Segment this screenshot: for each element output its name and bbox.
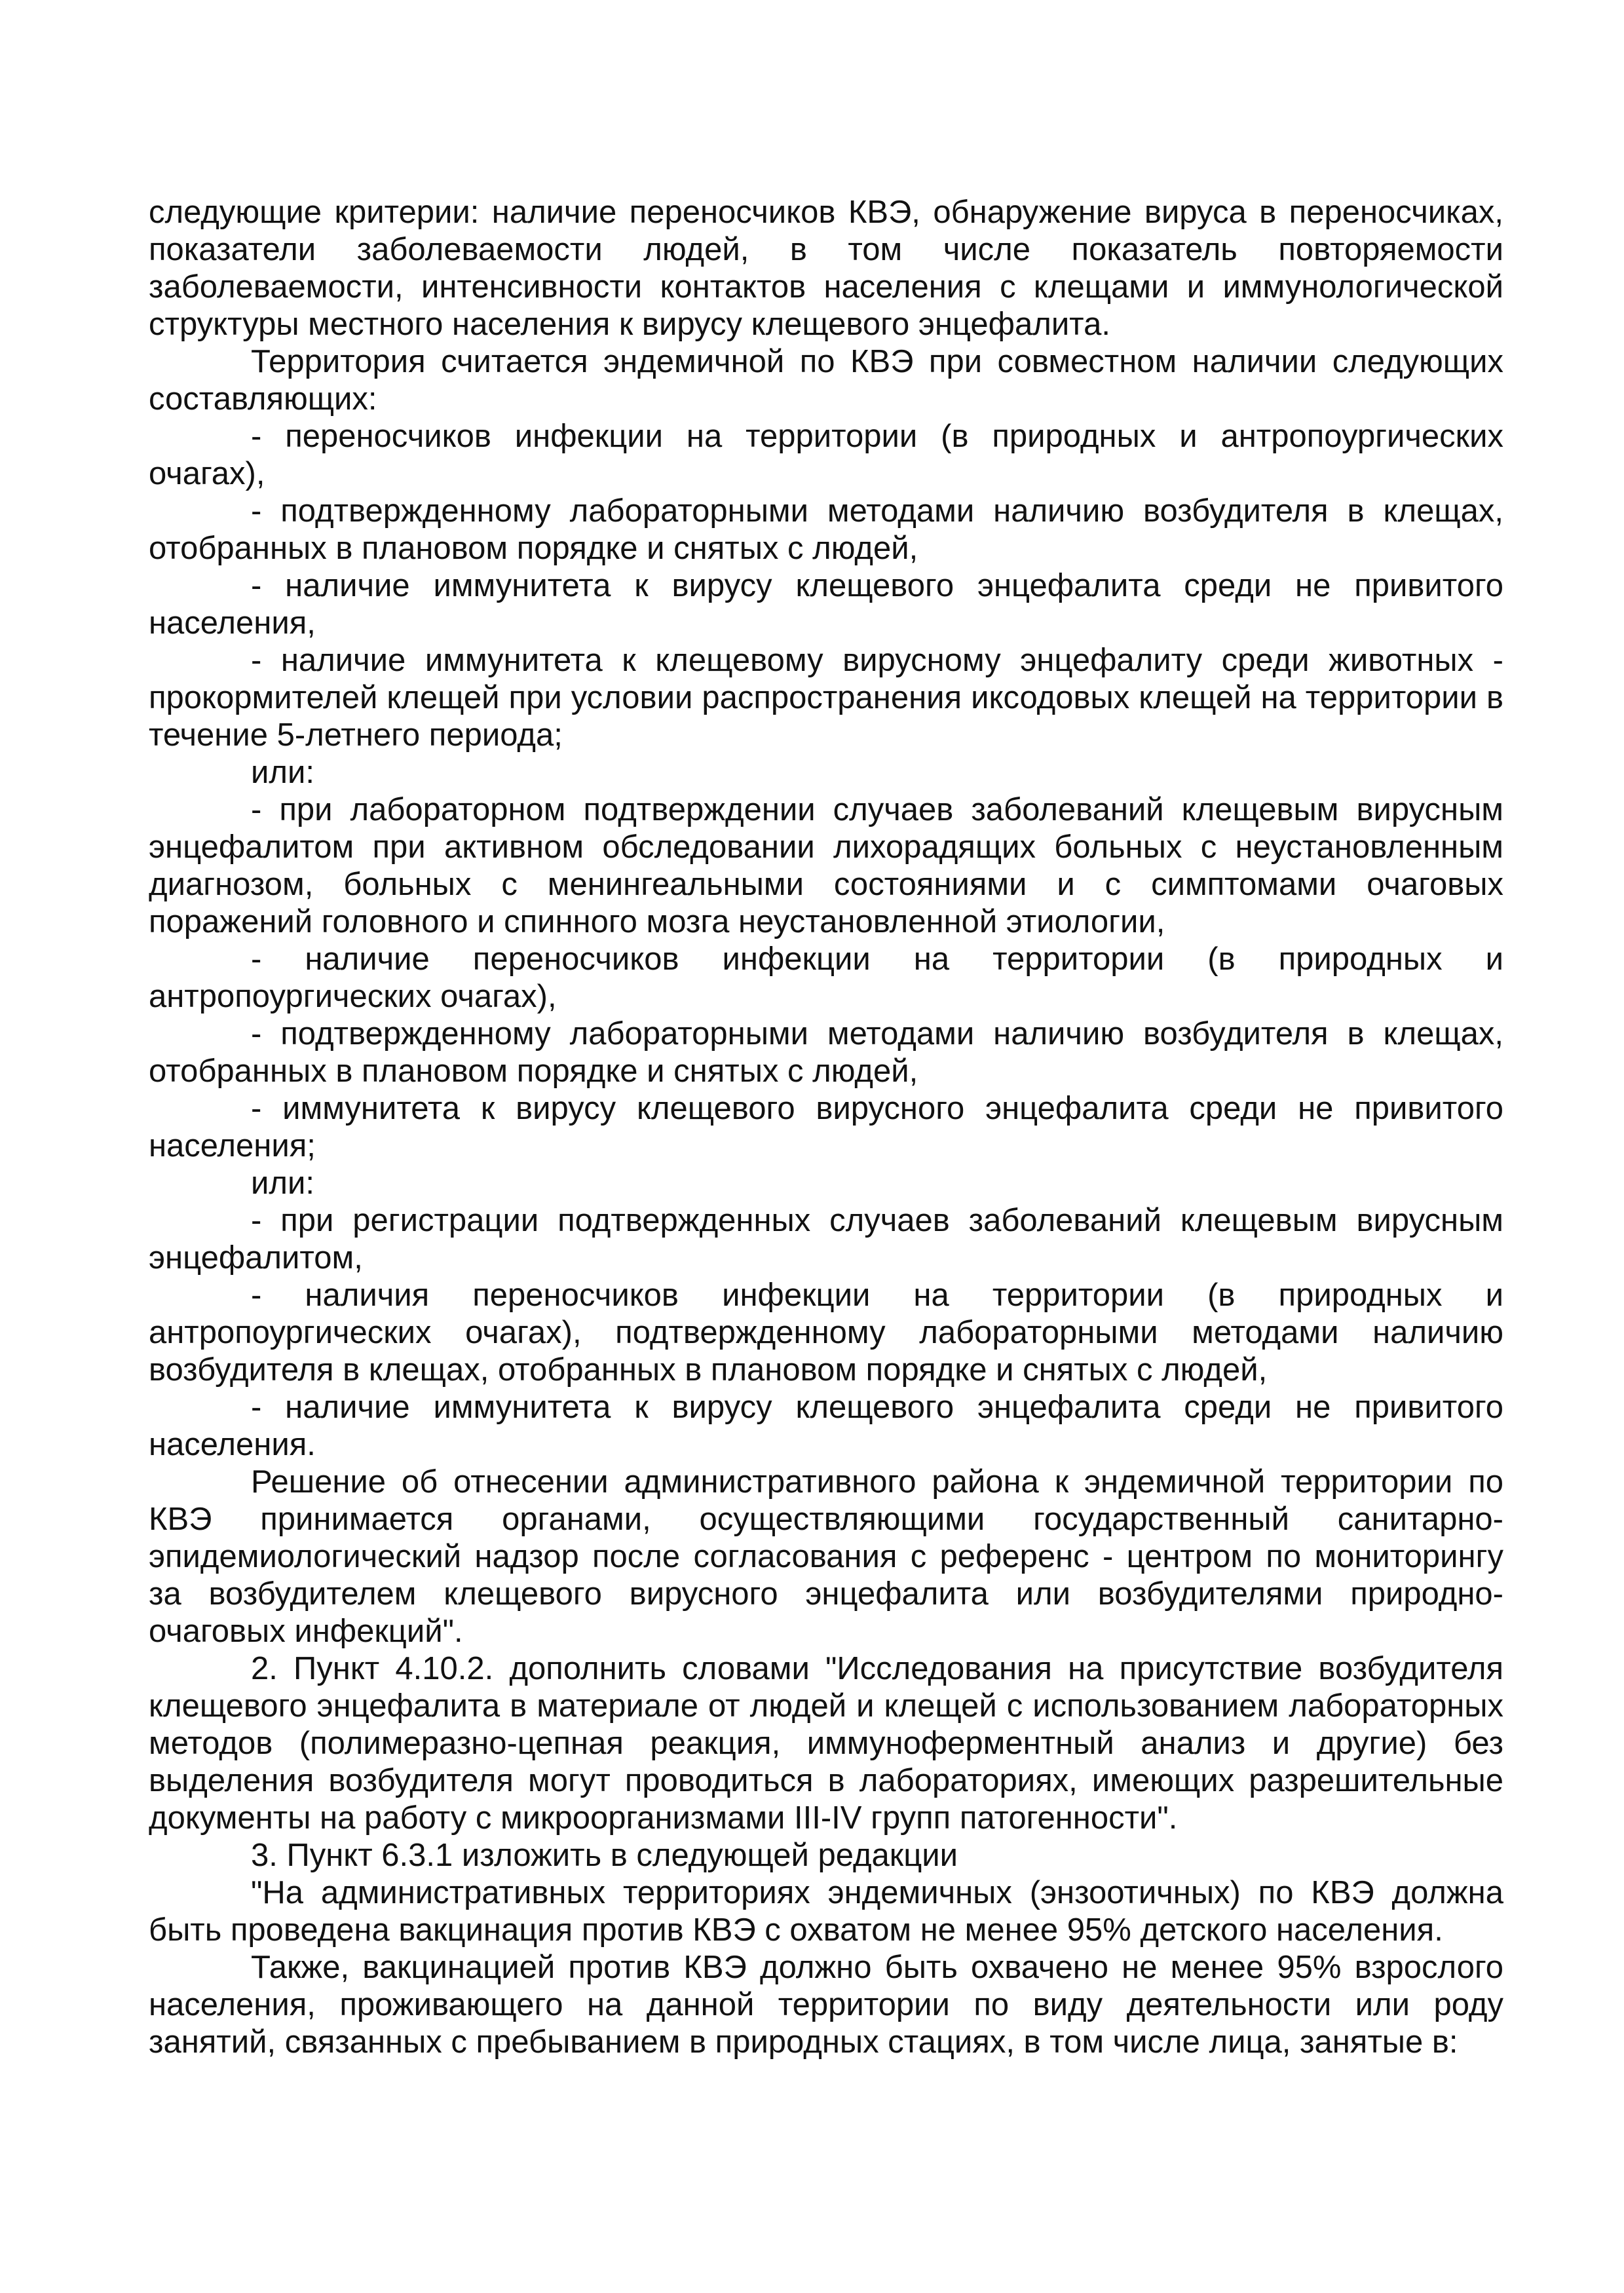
paragraph-criteria: следующие критерии: наличие переносчиков КВЭ, обнаружение вируса в переносчиках, показатели заболеваемости людей, в том числе показатель повторяемости заболеваемости, интенсивности контактов населения с клещами и иммунологической структуры местного населения к вирусу клещевого энцефалита. — [149, 195, 1503, 342]
list-item: - наличия переносчиков инфекции на территории (в природных и антропоургических очагах), подтвержденному лабораторными методами наличию возбудителя в клещах, отобранных в плановом порядке и снятых с людей, — [149, 1278, 1503, 1388]
paragraph-or: или: — [251, 1165, 314, 1201]
list-item: - при регистрации подтвержденных случаев заболеваний клещевым вирусным энцефалитом, — [149, 1203, 1503, 1276]
paragraph-vaccination-children: "На административных территориях эндемичных (энзоотичных) по КВЭ должна быть проведена вакцинация против КВЭ с охватом не менее 95% детского населения. — [149, 1875, 1503, 1948]
paragraph-endemic-territory: Территория считается эндемичной по КВЭ при совместном наличии следующих составляющих: — [149, 344, 1503, 417]
paragraph-item-2: 2. Пункт 4.10.2. дополнить словами "Исследования на присутствие возбудителя клещевого энцефалита в материале от людей и клещей с использованием лабораторных методов (полимеразно-цепная реакция, иммуноферментный анализ и другие) без выделения возбудителя могут проводиться в лабораториях, имеющих разрешительные документы на работу с микроорганизмами III-IV групп патогенности". — [149, 1651, 1503, 1836]
paragraph-decision: Решение об отнесении административного района к эндемичной территории по КВЭ принимается органами, осуществляющими государственный санитарно-эпидемиологический надзор после согласования с референс - центром по мониторингу за возбудителем клещевого вирусного энцефалита или возбудителями природно-очаговых инфекций". — [149, 1464, 1503, 1649]
list-item: - наличие иммунитета к клещевому вирусному энцефалиту среди животных - прокормителей клещей при условии распространения иксодовых клещей на территории в течение 5-летнего периода; — [149, 643, 1503, 753]
document-body — [149, 194, 1503, 2061]
list-item: - при лабораторном подтверждении случаев заболеваний клещевым вирусным энцефалитом при активном обследовании лихорадящих больных с неустановленным диагнозом, больных с менингеальными состояниями и с симптомами очаговых поражений головного и спинного мозга неустановленной этиологии, — [149, 792, 1503, 939]
list-item: - подтвержденному лабораторными методами наличию возбудителя в клещах, отобранных в плановом порядке и снятых с людей, — [149, 1016, 1503, 1089]
list-item: - наличие иммунитета к вирусу клещевого энцефалита среди не привитого населения, — [149, 568, 1503, 641]
list-item: - переносчиков инфекции на территории (в природных и антропоургических очагах), — [149, 419, 1503, 491]
list-item: - наличие иммунитета к вирусу клещевого энцефалита среди не привитого населения. — [149, 1390, 1503, 1462]
list-item: - подтвержденному лабораторными методами наличию возбудителя в клещах, отобранных в плановом порядке и снятых с людей, — [149, 493, 1503, 566]
paragraph-or: или: — [251, 755, 314, 790]
paragraph-item-3: 3. Пункт 6.3.1 изложить в следующей редакции — [251, 1838, 958, 1873]
list-item: - иммунитета к вирусу клещевого вирусного энцефалита среди не привитого населения; — [149, 1091, 1503, 1164]
paragraph-vaccination-adults: Также, вакцинацией против КВЭ должно быть охвачено не менее 95% взрослого населения, проживающего на данной территории по виду деятельности или роду занятий, связанных с пребыванием в природных стациях, в том числе лица, занятые в: — [149, 1950, 1503, 2060]
list-item: - наличие переносчиков инфекции на территории (в природных и антропоургических очагах), — [149, 941, 1503, 1014]
